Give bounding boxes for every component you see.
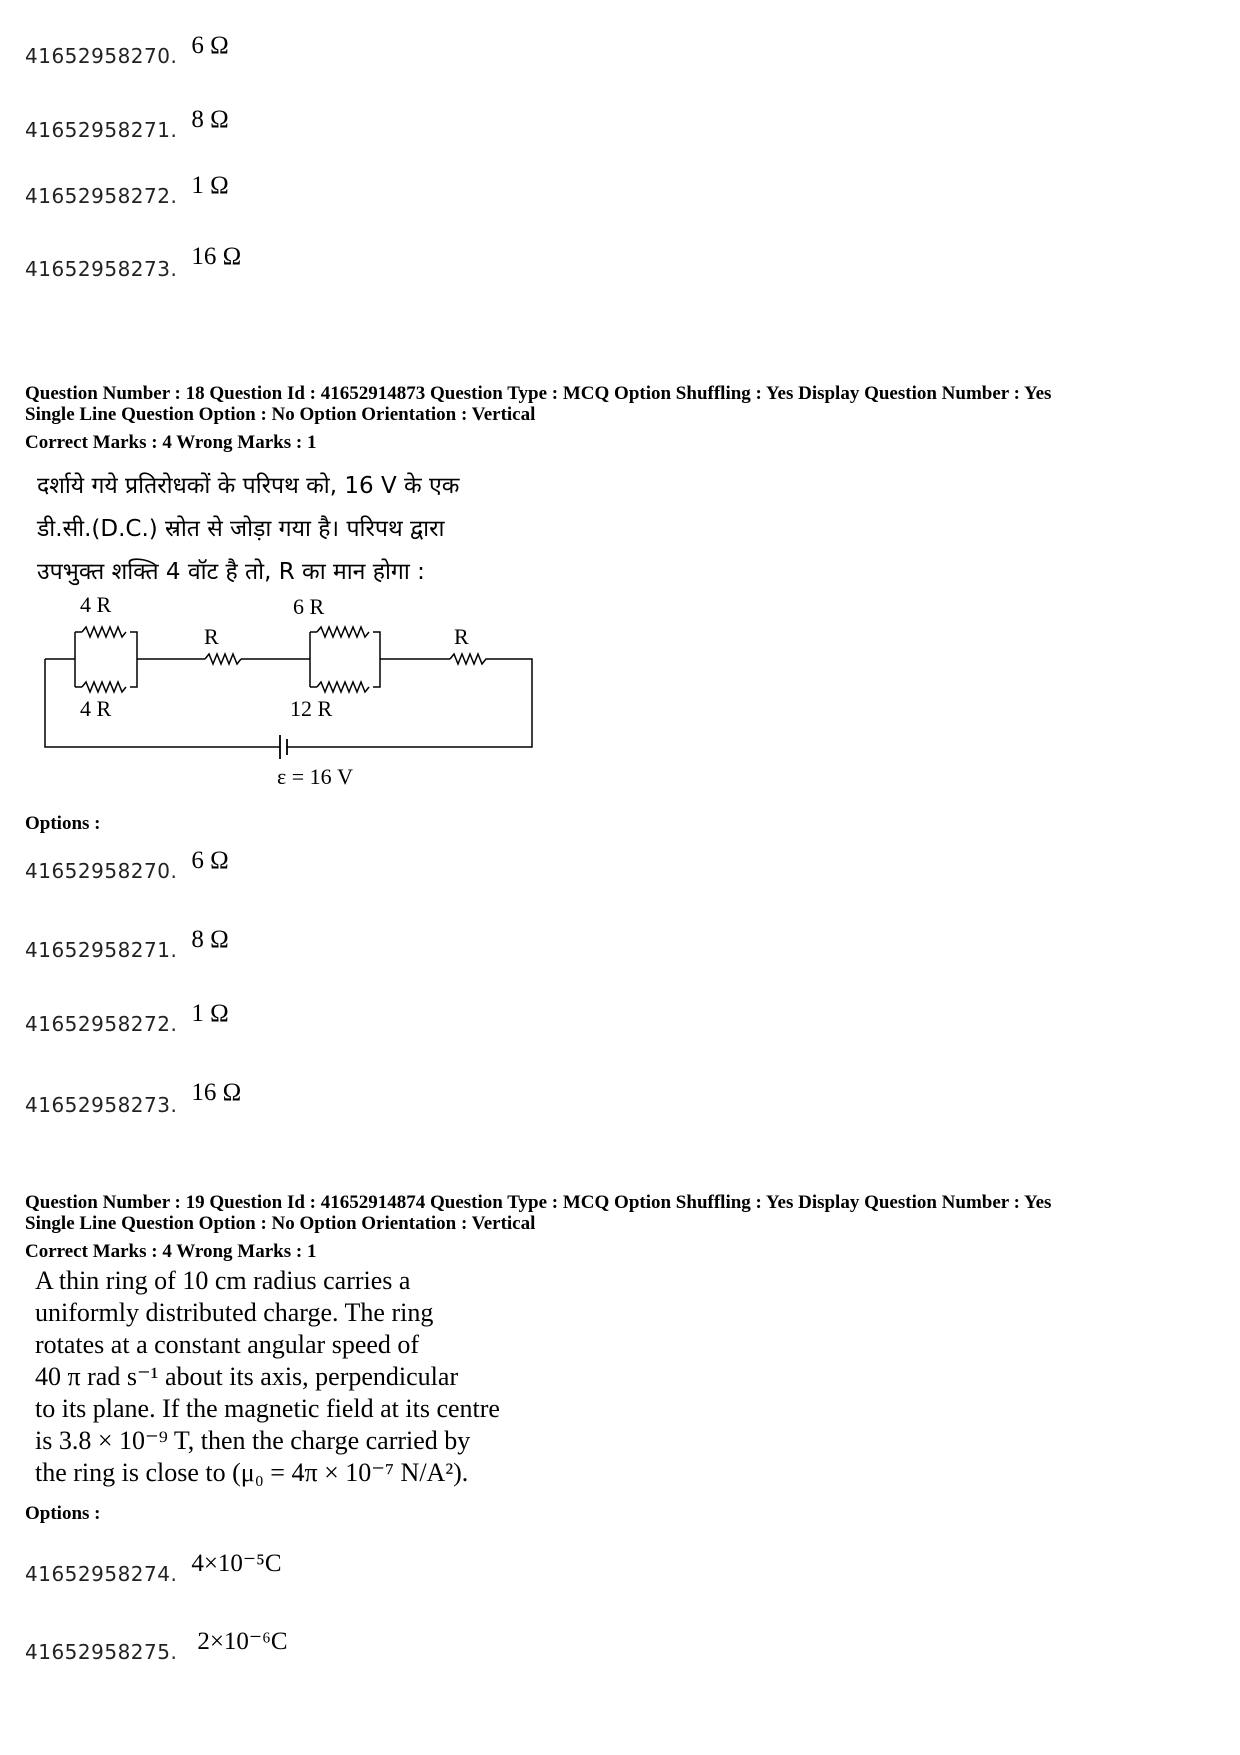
option-row[interactable] [25, 1550, 282, 1588]
question-text-line: is 3.8 × 10⁻⁹ T, then the charge carried by [35, 1426, 471, 1455]
question-text [37, 465, 557, 594]
question-marks: Correct Marks : 4 Wrong Marks : 1 [25, 1241, 317, 1262]
question-text-line: डी.सी.(D.C.) स्रोत से जोड़ा गया है। परिपथ द्वारा [37, 516, 445, 542]
option-row[interactable] [25, 1079, 242, 1119]
label-4r-bottom: 4 R [80, 696, 112, 721]
resistor-6r [317, 627, 369, 637]
option-row[interactable] [25, 106, 229, 144]
label-emf: ε = 16 V [277, 764, 354, 789]
option-value: 4×10⁻⁵C [191, 1550, 282, 1577]
options-label: Options : [25, 1503, 101, 1524]
label-12r: 12 R [290, 696, 333, 721]
circuit-wire [310, 632, 317, 687]
option-id: 41652958274. [25, 1562, 178, 1586]
question-meta-line2: Single Line Question Option : No Option Orientation : Vertical [25, 404, 536, 425]
question-meta-line1: Question Number : 18 Question Id : 41652914873 Question Type : MCQ Option Shuffling : Yes Display Question Number : Yes [25, 383, 1052, 404]
question-text-line: दर्शाये गये प्रतिरोधकों के परिपथ को, 16 V के एक [37, 473, 460, 499]
option-row[interactable] [25, 847, 229, 885]
question-text-line: A thin ring of 10 cm radius carries a [35, 1266, 411, 1295]
question-marks: Correct Marks : 4 Wrong Marks : 1 [25, 432, 317, 453]
question-text [35, 1265, 555, 1489]
resistor-4r-top [82, 627, 126, 637]
option-row[interactable] [25, 1000, 229, 1038]
option-value: 8 Ω [191, 106, 229, 133]
option-id: 41652958271. [25, 118, 178, 142]
option-value: 16 Ω [191, 1079, 242, 1106]
option-row[interactable] [25, 1628, 288, 1666]
question-text-line: 40 π rad s⁻¹ about its axis, perpendicular [35, 1362, 459, 1391]
circuit-wire [373, 632, 450, 687]
option-value: 8 Ω [191, 926, 229, 953]
option-value: 6 Ω [191, 32, 229, 59]
question-meta-line2: Single Line Question Option : No Option Orientation : Vertical [25, 1213, 536, 1234]
label-r-1: R [204, 624, 219, 649]
option-value: 6 Ω [191, 847, 229, 874]
option-value: 16 Ω [191, 243, 242, 270]
question-text-line: to its plane. If the magnetic field at its centre [35, 1394, 500, 1423]
option-value: 1 Ω [191, 172, 229, 199]
question-text-line: उपभुक्त शक्ति 4 वॉट है तो, R का मान होगा : [37, 559, 425, 585]
resistor-r-1 [205, 654, 241, 664]
option-id: 41652958270. [25, 44, 178, 68]
option-id: 41652958271. [25, 938, 178, 962]
option-id: 41652958275. [25, 1640, 178, 1664]
options-label: Options : [25, 813, 101, 834]
option-id: 41652958272. [25, 1012, 178, 1036]
option-row[interactable] [25, 243, 242, 283]
resistor-12r [317, 682, 369, 692]
option-value: 2×10⁻⁶C [197, 1628, 288, 1655]
resistor-4r-bottom [82, 682, 126, 692]
label-4r-top: 4 R [80, 592, 112, 617]
circuit-wire [75, 632, 82, 687]
label-r-2: R [454, 624, 469, 649]
option-row[interactable] [25, 32, 229, 70]
option-row[interactable] [25, 172, 229, 210]
question-text-line: rotates at a constant angular speed of [35, 1330, 420, 1359]
option-id: 41652958273. [25, 1093, 178, 1117]
option-id: 41652958272. [25, 184, 178, 208]
label-6r: 6 R [293, 594, 325, 619]
option-row[interactable] [25, 926, 229, 964]
option-value: 1 Ω [191, 1000, 229, 1027]
resistor-r-2 [450, 654, 497, 664]
question-text-line: the ring is close to (μ₀ = 4π × 10⁻⁷ N/A²). [35, 1458, 469, 1487]
circuit-wire [130, 632, 205, 687]
question-text-line: uniformly distributed charge. The ring [35, 1298, 434, 1327]
circuit-diagram [40, 592, 540, 797]
option-id: 41652958273. [25, 257, 178, 281]
option-id: 41652958270. [25, 859, 178, 883]
question-meta-line1: Question Number : 19 Question Id : 41652914874 Question Type : MCQ Option Shuffling : Yes Display Question Number : Yes [25, 1192, 1052, 1213]
